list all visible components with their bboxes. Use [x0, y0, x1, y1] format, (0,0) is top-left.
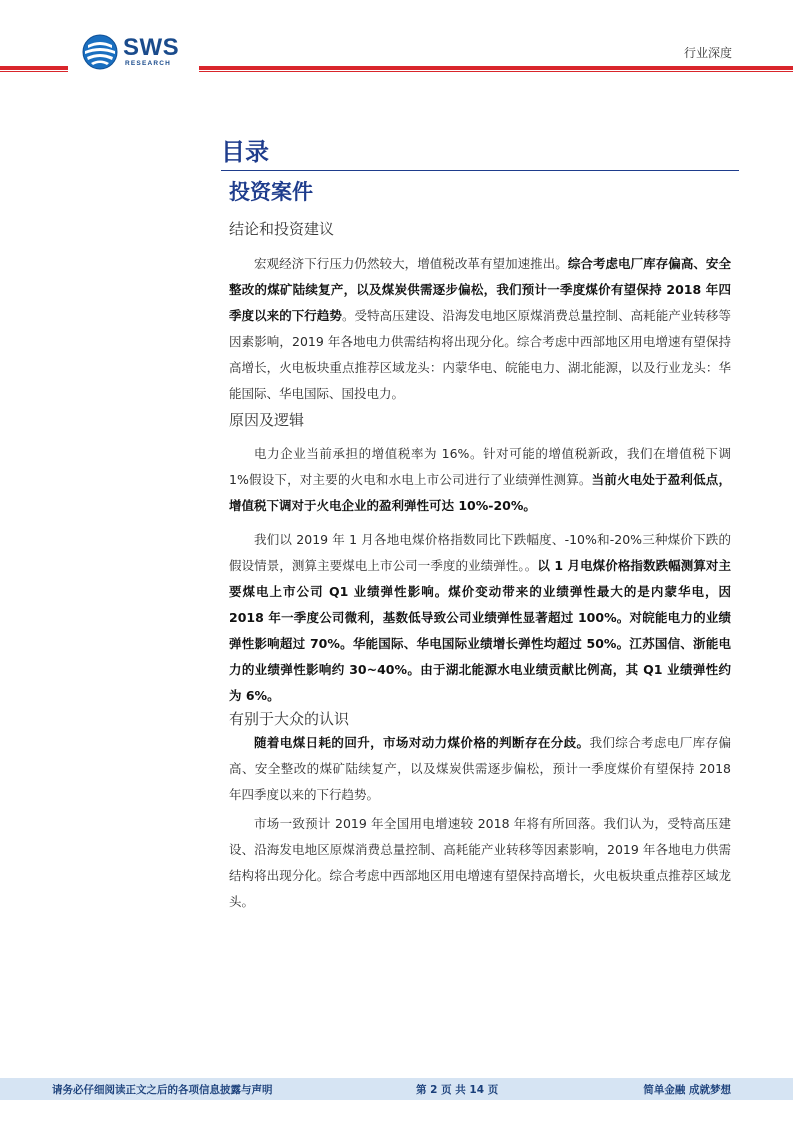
paragraph-reason-1 [229, 441, 731, 519]
toc-divider [221, 170, 739, 171]
different-text-a: 随着电煤日耗的回升，市场对动力煤价格的判断存在分歧。 [254, 735, 590, 750]
paragraph-different-1 [229, 730, 731, 808]
reason-text-b: 当前火电处于盈利低点，增值税下调对于火电企业的盈利弹性可达 10%-20%。 [229, 472, 731, 513]
heading-reason: 原因及逻辑 [229, 411, 305, 429]
footer-slogan: 简单金融 成就梦想 [643, 1084, 731, 1096]
conclusion-text-c: 。受特高压建设、沿海发电地区原煤消费总量控制、高耗能产业转移等因素影响，2019 年各地电力供需结构将出现分化。综合考虑中西部地区用电增速有望保持高增长，火电板块重点推荐区域龙头：内蒙华电、皖能电力、湖北能源，以及行业龙头：华能国际、华电国际、国投电力。 [229, 308, 731, 401]
header-thin-rule-right [199, 71, 793, 72]
footer-page-number: 第 2 页 共 14 页 [416, 1084, 499, 1096]
page-footer [0, 1078, 793, 1100]
reason-text-a: 电力企业当前承担的增值税率为 16%。针对可能的增值税新政，我们在增值税下调 1%假设下，对主要的火电和水电上市公司进行了业绩弹性测算。 [229, 446, 731, 487]
logo-wordmark: SWS [123, 34, 180, 61]
different-text-b: 我们综合考虑电厂库存偏高、安全整改的煤矿陆续复产，以及煤炭供需逐步偏松，预计一季度煤价有望保持 2018 年四季度以来的下行趋势。 [229, 735, 731, 802]
page-header [0, 0, 793, 80]
paragraph-conclusion [229, 251, 731, 407]
header-rule-left [0, 66, 68, 70]
header-rule-right [199, 66, 793, 70]
footer-disclaimer: 请务必仔细阅读正文之后的各项信息披露与声明 [52, 1084, 273, 1096]
reason2-text-a: 我们以 2019 年 1 月各地电煤价格指数同比下跌幅度、-10%和-20%三种煤价下跌的假设情景，测算主要煤电上市公司一季度的业绩弹性。。 [229, 532, 731, 573]
header-thin-rule-left [0, 71, 68, 72]
section-title: 投资案件 [229, 180, 313, 204]
reason2-text-b: 以 1 月电煤价格指数跌幅测算对主要煤电上市公司 Q1 业绩弹性影响。煤价变动带来的业绩弹性最大的是内蒙华电，因 2018 年一季度公司微利，基数低导致公司业绩弹性显著超过 100%。对皖能电力的业绩弹性影响超过 70%。华能国际、华电国际业绩增长弹性均超过 50%。江苏国信、浙能电力的业绩弹性影响约 30~40%。由于湖北能源水电业绩贡献比例高，其 Q1 业绩弹性约为 6%。 [229, 558, 731, 703]
heading-different-view: 有别于大众的认识 [229, 710, 350, 728]
logo-subtitle: RESEARCH [125, 60, 172, 67]
conclusion-text-b: 综合考虑电厂库存偏高、安全整改的煤矿陆续复产，以及煤炭供需逐步偏松，我们预计一季度煤价有望保持 2018 年四季度以来的下行趋势 [229, 256, 731, 323]
toc-title: 目录 [221, 138, 269, 166]
different2-text: 市场一致预计 2019 年全国用电增速较 2018 年将有所回落。我们认为，受特高压建设、沿海发电地区原煤消费总量控制、高耗能产业转移等因素影响，2019 年各地电力供需结构将出现分化。综合考虑中西部地区用电增速有望保持高增长，火电板块重点推荐区域龙头。 [229, 816, 731, 909]
conclusion-text-a: 宏观经济下行压力仍然较大，增值税改革有望加速推出。 [254, 256, 568, 271]
sws-logo [82, 34, 192, 74]
sws-globe-icon [82, 34, 118, 70]
paragraph-reason-2 [229, 527, 731, 709]
report-type-tag: 行业深度 [683, 46, 732, 60]
paragraph-different-2 [229, 811, 731, 915]
heading-conclusion: 结论和投资建议 [229, 220, 335, 238]
